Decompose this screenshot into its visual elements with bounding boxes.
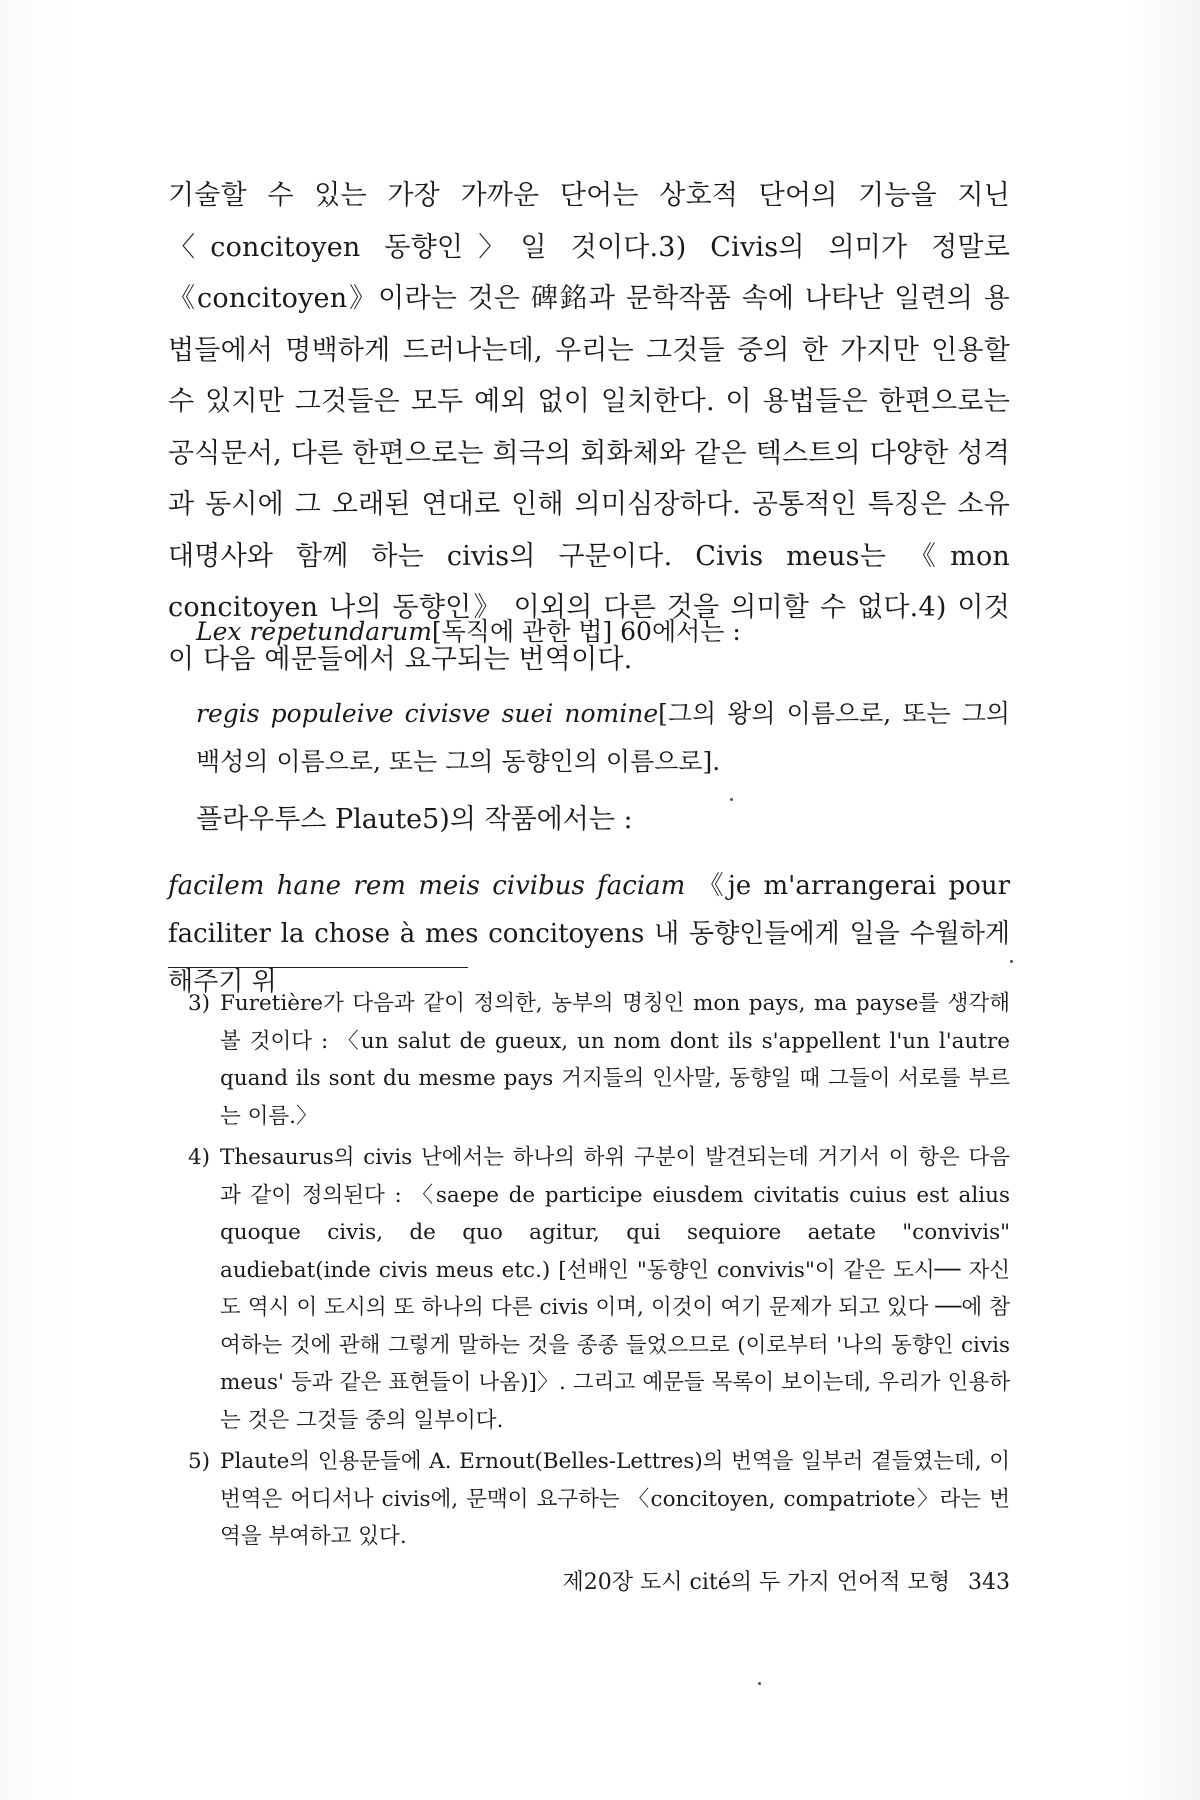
footnote-3 — [188, 985, 1010, 1135]
page-footer — [420, 1568, 1010, 1598]
footnote-text: Furetière가 다음과 같이 정의한, 농부의 명칭인 mon pays, ma payse를 생각해 볼 것이다 : 〈un salut de gueux, un nom dont ils s'appellent l'un l'autre quand ils sont du mesme pays 거지들의 인사말, 동향일 때 그들이 서로를 부르는 이름.〉 — [220, 991, 1010, 1129]
footnote-number: 3) — [188, 991, 211, 1016]
lex-citation-line — [196, 612, 1010, 652]
scan-speck — [1010, 960, 1013, 963]
latin-quote-block — [196, 690, 1010, 786]
footnote-text: Plaute의 인용문들에 A. Ernout(Belles-Lettres)의 번역을 일부러 곁들였는데, 이 번역은 어디서나 civis에, 문맥이 요구하는 〈concitoyen, compatriote〉라는 번역을 부여하고 있다. — [220, 1449, 1010, 1549]
lex-title: Lex repetundarum — [196, 617, 432, 646]
footnote-separator — [168, 967, 468, 968]
quote-korean: [그의 왕의 이름으로, 또는 그의 백성의 이름으로, 또는 그의 동향인의 이름으로]. — [196, 699, 1010, 776]
scan-speck — [730, 798, 733, 801]
footnote-4 — [188, 1139, 1010, 1439]
footnote-number: 5) — [188, 1449, 211, 1474]
footnotes — [188, 985, 1010, 1560]
paragraph-text: 기술할 수 있는 가장 가까운 단어는 상호적 단어의 기능을 지닌 〈concitoyen 동향인〉일 것이다.3) Civis의 의미가 정말로 《concitoyen》이라는 것은 碑銘과 문학작품 속에 나타난 일련의 용법들에서 명백하게 드러나는데, 우리는 그것들 중의 한 가지만 인용할 수 있지만 그것들은 모두 예외 없이 일치한다. 이 용법들은 한편으로는 공식문서, 다른 한편으로는 희극의 회화체와 같은 텍스트의 다양한 성격과 동시에 그 오래된 연대로 인해 의미심장하다. 공통적인 특징은 소유대명사와 함께 하는 civis의 구문이다. Civis meus는 《mon concitoyen 나의 동향인》 이외의 다른 것을 의미할 수 없다.4) 이것이 다음 예문들에서 요구되는 번역이다. — [168, 180, 1010, 675]
running-head: 제20장 도시 cité의 두 가지 언어적 모형 — [562, 1570, 950, 1595]
facilem-rest: 《je m'arrangerai pour faciliter la chose à mes concitoyens 내 동향인들에게 일을 수월하게 해주기 위 — [168, 871, 1010, 997]
footnote-number: 4) — [188, 1145, 211, 1170]
quote-latin: regis populeive civisve suei nomine — [196, 699, 659, 728]
footnote-text: Thesaurus의 civis 난에서는 하나의 하위 구분이 발견되는데 거기서 이 항은 다음과 같이 정의된다 : 〈saepe de participe eiusdem civitatis cuius est alius quoque civis, de quo agitur, qui sequiore aetate "convivis" audiebat(inde civis meus etc.) [선배인 "동향인 convivis"이 같은 도시── 자신도 역시 이 도시의 또 하나의 다른 civis 이며, 이것이 여기 문제가 되고 있다 ──에 참여하는 것에 관해 그렇게 말하는 것을 종종 들었으므로 (이로부터 '나의 동향인 civis meus' 등과 같은 표현들이 나옴)]〉. 그리고 예문들 목록이 보이는데, 우리가 인용하는 것은 그것들 중의 일부이다. — [220, 1145, 1010, 1433]
plaute-line: 플라우투스 Plaute5)의 작품에서는 : — [196, 804, 633, 835]
scan-speck — [758, 1682, 761, 1685]
facilem-latin: facilem hane rem meis civibus faciam — [168, 871, 686, 901]
footnote-5 — [188, 1443, 1010, 1556]
lex-rest: [독직에 관한 법] 60에서는 : — [431, 617, 741, 646]
main-paragraph — [168, 170, 1010, 685]
page-number: 343 — [968, 1570, 1010, 1595]
